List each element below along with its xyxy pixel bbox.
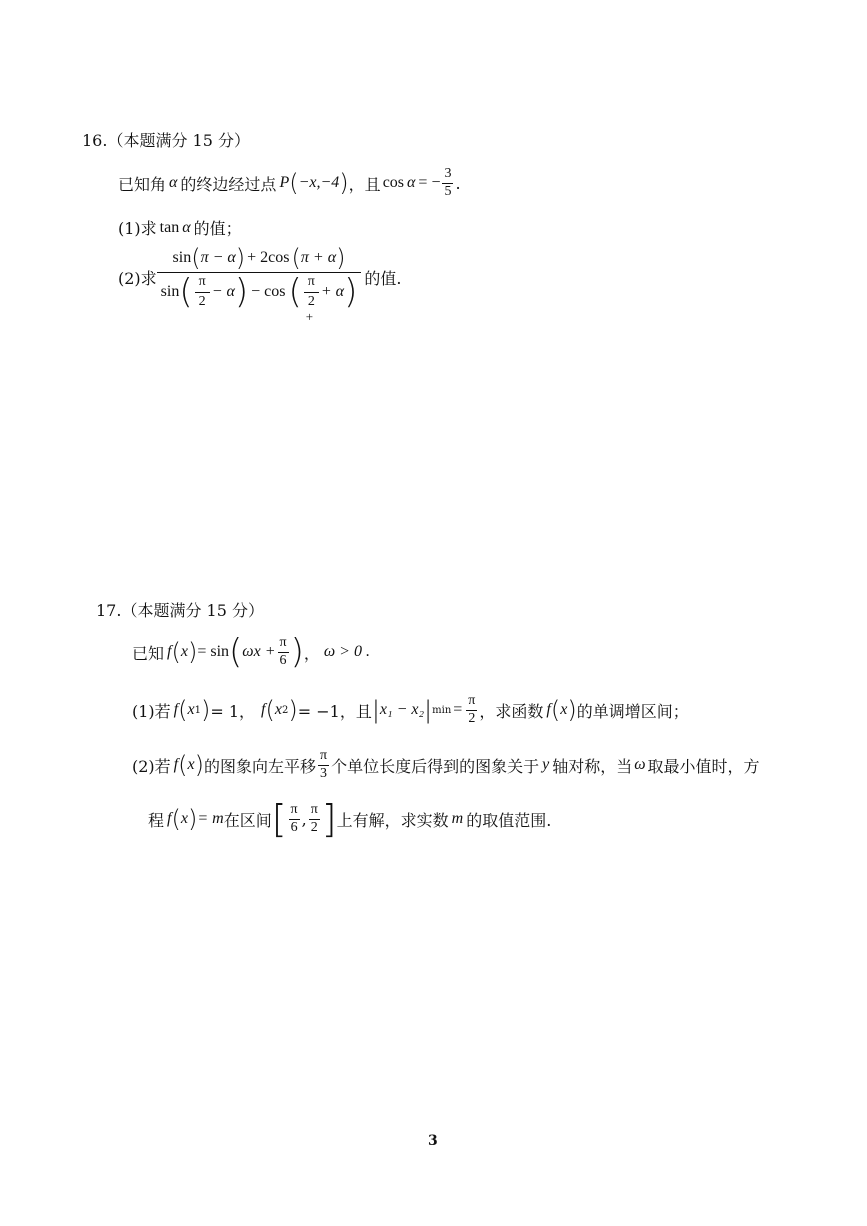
paren-right: ) <box>336 244 346 272</box>
m-var: m <box>451 810 464 827</box>
plus-alpha: + α <box>320 283 345 301</box>
f-fn: f <box>173 701 179 718</box>
minus-alpha: − α <box>211 283 235 301</box>
arg-pi-minus-alpha: π − α <box>200 249 236 266</box>
sin-fn: sin <box>160 283 180 301</box>
paren-right: ) <box>290 632 304 672</box>
equals-one: = 1， <box>210 701 256 721</box>
numerator: π <box>307 274 315 289</box>
fraction-pi-6 <box>278 636 289 668</box>
denominator: 3 <box>320 765 328 781</box>
point-coords: −x,−4 <box>298 174 340 191</box>
paren-right: ) <box>567 696 577 724</box>
paren-left: ( <box>288 272 302 313</box>
omega-symbol: ω <box>634 756 646 773</box>
omega-x-plus: ωx + <box>242 643 276 660</box>
alpha-symbol: α <box>182 218 191 236</box>
subscript-1: 1 <box>194 704 201 716</box>
x-var: x <box>560 701 568 718</box>
f-fn: f <box>167 643 172 660</box>
q16-part2-label: (2)求 <box>118 269 157 289</box>
min-subscript: min <box>432 704 452 716</box>
period: . <box>455 173 461 193</box>
big-fraction-denominator <box>157 272 362 324</box>
q17-part2-c: 轴对称，当 <box>552 756 633 776</box>
paren-right: ) <box>288 696 298 724</box>
fraction-pi-2 <box>304 274 319 324</box>
q16-part2-tail: 的值. <box>364 269 402 289</box>
q16-part1-tail: 的值； <box>193 219 242 238</box>
alpha-symbol: α <box>407 174 416 191</box>
numerator: π <box>290 801 298 817</box>
q16-big-fraction <box>157 244 362 324</box>
q17-part1 <box>132 690 689 730</box>
q17-part2-line2 <box>148 794 551 844</box>
paren-left: ( <box>191 244 201 272</box>
denominator: 6 <box>279 652 287 668</box>
q17-part2-h: 的取值范围. <box>466 810 552 830</box>
f-fn: f <box>261 701 266 718</box>
paren-left: ( <box>265 696 275 724</box>
x-var: x <box>274 701 282 718</box>
fraction-pi-2 <box>195 275 210 309</box>
numerator: π <box>310 801 318 817</box>
paren-right: ) <box>235 244 246 272</box>
q16-stem-a: 已知角 <box>118 174 167 194</box>
tan-fn: tan <box>159 218 180 236</box>
abs-bar-left: | <box>371 696 380 724</box>
q17-part2-g: 上有解，求实数 <box>336 810 449 830</box>
q17-part2-e: 程 <box>148 810 165 830</box>
paren-right: ) <box>234 272 249 313</box>
paren-right: ) <box>187 638 198 666</box>
denominator: 2 <box>304 292 319 310</box>
denominator: 2 <box>310 819 318 835</box>
sin-fn: sin <box>172 249 192 266</box>
equals-sin: = sin <box>197 643 230 660</box>
alpha-symbol: α <box>169 174 178 191</box>
paren-right: ) <box>339 169 349 197</box>
q17-part2-f: 在区间 <box>223 810 272 830</box>
abs-expression: x₁ − x₂ <box>379 701 425 718</box>
page-number: 3 <box>428 1133 438 1149</box>
q17-part2-b: 个单位长度后得到的图象关于 <box>331 756 540 776</box>
denominator: 2 <box>195 292 210 310</box>
bracket-left: [ <box>271 797 287 841</box>
stray-mark: + <box>305 309 314 324</box>
x-var: x <box>187 756 195 773</box>
x-var: x <box>187 701 195 718</box>
comma: , <box>301 809 307 829</box>
numerator: 3 <box>444 165 452 181</box>
q17-part1-label: (1)若 <box>132 701 171 721</box>
f-fn: f <box>546 701 551 718</box>
fraction-pi-2 <box>309 803 320 835</box>
numerator: π <box>320 747 328 763</box>
fraction-pi-2 <box>466 694 477 726</box>
q17-part2-d: 取最小值时，方 <box>647 756 760 776</box>
q17-stem-a: 已知 <box>132 643 165 663</box>
paren-right: ) <box>194 751 204 779</box>
paren-left: ( <box>289 169 299 197</box>
paren-right: ) <box>200 696 211 724</box>
x-var: x <box>180 810 188 827</box>
denominator: 5 <box>444 183 452 199</box>
subscript-2: 2 <box>281 704 289 716</box>
numerator: π <box>198 274 206 289</box>
y-axis-var: y <box>542 756 550 773</box>
plus-2cos: + 2cos <box>247 249 290 266</box>
numerator: π <box>468 692 476 708</box>
q16-part1 <box>118 216 242 239</box>
q17-header: 17.（本题满分 15 分） <box>96 601 264 620</box>
paren-right: ) <box>344 272 358 313</box>
q16-stem-c: ，且 <box>348 174 381 194</box>
cos-fn: cos <box>382 174 405 191</box>
paren-left: ( <box>178 751 188 779</box>
equals-m: = m <box>197 810 224 827</box>
numerator: π <box>279 634 287 650</box>
paren-left: ( <box>229 632 243 672</box>
minus-cos: − cos <box>251 283 286 301</box>
point-label: P <box>279 174 290 191</box>
q16-stem-b: 的终边经过点 <box>180 174 277 194</box>
q17-part2-line1 <box>132 744 760 786</box>
q17-part1-tail-a: ，求函数 <box>479 701 544 721</box>
equals-neg-one: = −1，且 <box>297 701 372 721</box>
arg-pi-plus-alpha: π + α <box>300 249 337 266</box>
abs-bar-right: | <box>424 696 433 724</box>
omega-positive: ω > 0 . <box>323 643 370 660</box>
paren-left: ( <box>171 638 181 666</box>
f-fn: f <box>173 756 179 773</box>
q17-part1-tail-b: 的单调增区间； <box>576 701 689 721</box>
fraction-pi-6 <box>289 803 300 835</box>
q16-part2 <box>118 244 402 324</box>
fraction-3-5 <box>442 167 453 199</box>
paren-left: ( <box>171 805 181 833</box>
denominator: 6 <box>290 819 298 835</box>
paren-left: ( <box>550 696 561 724</box>
paren-left: ( <box>179 272 193 313</box>
denominator: 2 <box>468 710 476 726</box>
paren-left: ( <box>291 244 301 272</box>
fraction-pi-3 <box>318 749 329 781</box>
comma: ， <box>303 643 320 663</box>
equals: = <box>453 701 463 718</box>
paren-right: ) <box>187 805 198 833</box>
q16-header: 16.（本题满分 15 分） <box>82 131 250 150</box>
big-fraction-numerator <box>169 246 350 272</box>
paren-left: ( <box>178 696 188 724</box>
bracket-right: ] <box>321 797 337 841</box>
q17-part2-a: 的图象向左平移 <box>203 756 316 776</box>
q16-stem <box>118 166 461 200</box>
q17-part2-label: (2)若 <box>132 756 171 776</box>
f-fn: f <box>167 810 172 827</box>
q17-stem <box>132 630 370 674</box>
equals-neg: = − <box>418 174 441 191</box>
x-var: x <box>180 643 188 660</box>
q16-part1-label: (1)求 <box>118 219 157 238</box>
